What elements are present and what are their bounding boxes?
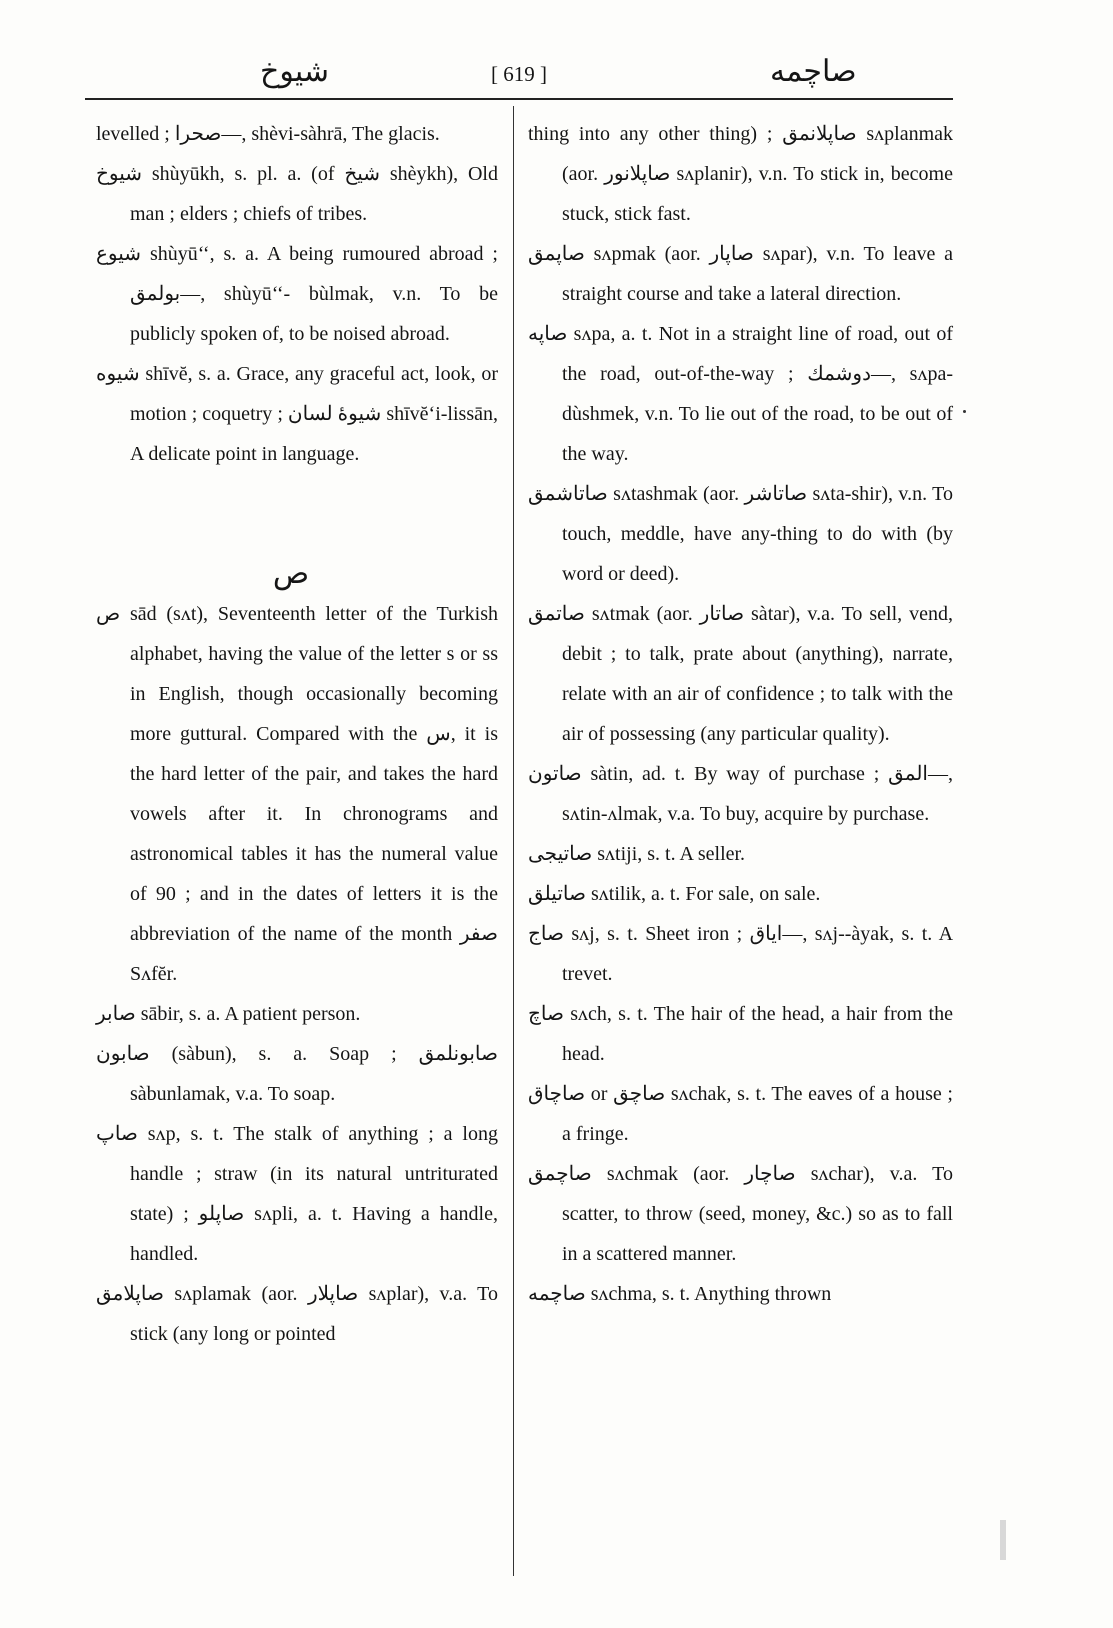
dictionary-entry: صاپ sʌp, s. t. The stalk of anything ; a long handle ; straw (in its natural untriturated state) ; صاپلو sʌpli, a. t. Having a handle, handled.	[96, 1123, 498, 1265]
dictionary-entry: صاتون sàtin, ad. t. By way of purchase ; المق—, sʌtin-ʌlmak, v.a. To buy, acquire by purchase.	[528, 763, 953, 825]
running-head-right: صاچمه	[770, 55, 857, 88]
dictionary-entry: صاپه sʌpa, a. t. Not in a straight line of road, out of the road, out-of-the-way ; دوشمك—, sʌpa-dùshmek, v.n. To lie out of the road, to be out of the way.	[528, 323, 953, 465]
right-column	[528, 114, 953, 1314]
column-divider	[513, 106, 514, 1576]
dictionary-entry: صابون (sàbun), s. a. Soap ; صابونلمق sàbunlamak, v.a. To soap.	[96, 1043, 498, 1105]
left-column	[96, 114, 498, 1354]
dictionary-entry: شیوع shùyū‘‘, s. a. A being rumoured abroad ; بولمق—, shùyū‘‘- bùlmak, v.n. To be publicly spoken of, to be noised abroad.	[96, 243, 498, 345]
header-rule	[85, 98, 953, 100]
letter-section-heading: ص	[272, 557, 310, 590]
page-header	[85, 52, 953, 98]
dictionary-entry: صابر sābir, s. a. A patient person.	[96, 1003, 361, 1025]
dictionary-entry: صاتیجی sʌtiji, s. t. A seller.	[528, 843, 746, 865]
dictionary-entry: صاچاق or صاچق sʌchak, s. t. The eaves of a house ; a fringe.	[528, 1083, 953, 1145]
page-number: [ 619 ]	[491, 62, 547, 86]
dictionary-entry: صاچ sʌch, s. t. The hair of the head, a hair from the head.	[528, 1003, 953, 1065]
dictionary-entry: صاپمق sʌpmak (aor. صاپار sʌpar), v.n. To leave a straight course and take a lateral direction.	[528, 243, 953, 305]
dictionary-entry: صاج sʌj, s. t. Sheet iron ; ایاق—, sʌj--àyak, s. t. A trevet.	[528, 923, 954, 985]
dictionary-entry: صاتاشمق sʌtashmak (aor. صاتاشر sʌta-shir), v.n. To touch, meddle, have any-thing to do with (by word or deed).	[528, 483, 954, 585]
ink-speck	[963, 410, 966, 413]
dictionary-entry: levelled ; صحرا—, shèvi-sàhrā, The glacis.	[96, 123, 440, 145]
dictionary-entry: صاتیلق sʌtilik, a. t. For sale, on sale.	[528, 883, 821, 905]
running-head-left: شیوخ	[260, 55, 330, 88]
scan-smudge	[1000, 1520, 1006, 1560]
dictionary-entry: صاتمق sʌtmak (aor. صاتار sàtar), v.a. To sell, vend, debit ; to talk, prate about (anything), narrate, relate with an air of confidence ; to talk with the air of possessing (any particular quality).	[528, 603, 953, 745]
dictionary-entry: شیوخ shùyūkh, s. pl. a. (of شیخ shèykh), Old man ; elders ; chiefs of tribes.	[96, 163, 498, 225]
dictionary-entry: ص sād (sʌt), Seventeenth letter of the Turkish alphabet, having the value of the letter s or ss in English, though occasionally becoming more guttural. Compared with the س, it is the hard letter of the pair, and takes the hard vowels after it. In chronograms and astronomical tables it has the numeral value of 90 ; and in the dates of letters it is the abbreviation of the name of the month صفر Sʌfĕr.	[96, 603, 499, 985]
dictionary-entry: صاچمه sʌchma, s. t. Anything thrown	[528, 1283, 832, 1305]
dictionary-entry: شیوه shīvĕ, s. a. Grace, any graceful act, look, or motion ; coquetry ; شیوهٔ لسان shīvĕ‘i-lissān, A delicate point in language.	[96, 363, 498, 465]
dictionary-entry: thing into any other thing) ; صاپلانمق sʌplanmak (aor. صاپلانور sʌplanir), v.n. To stick in, become stuck, stick fast.	[528, 123, 954, 225]
dictionary-entry: صاچمق sʌchmak (aor. صاچار sʌchar), v.a. To scatter, to throw (seed, money, &c.) so as to fall in a scattered manner.	[528, 1163, 953, 1265]
dictionary-entry: صاپلامق sʌplamak (aor. صاپلار sʌplar), v.a. To stick (any long or pointed	[96, 1283, 498, 1345]
